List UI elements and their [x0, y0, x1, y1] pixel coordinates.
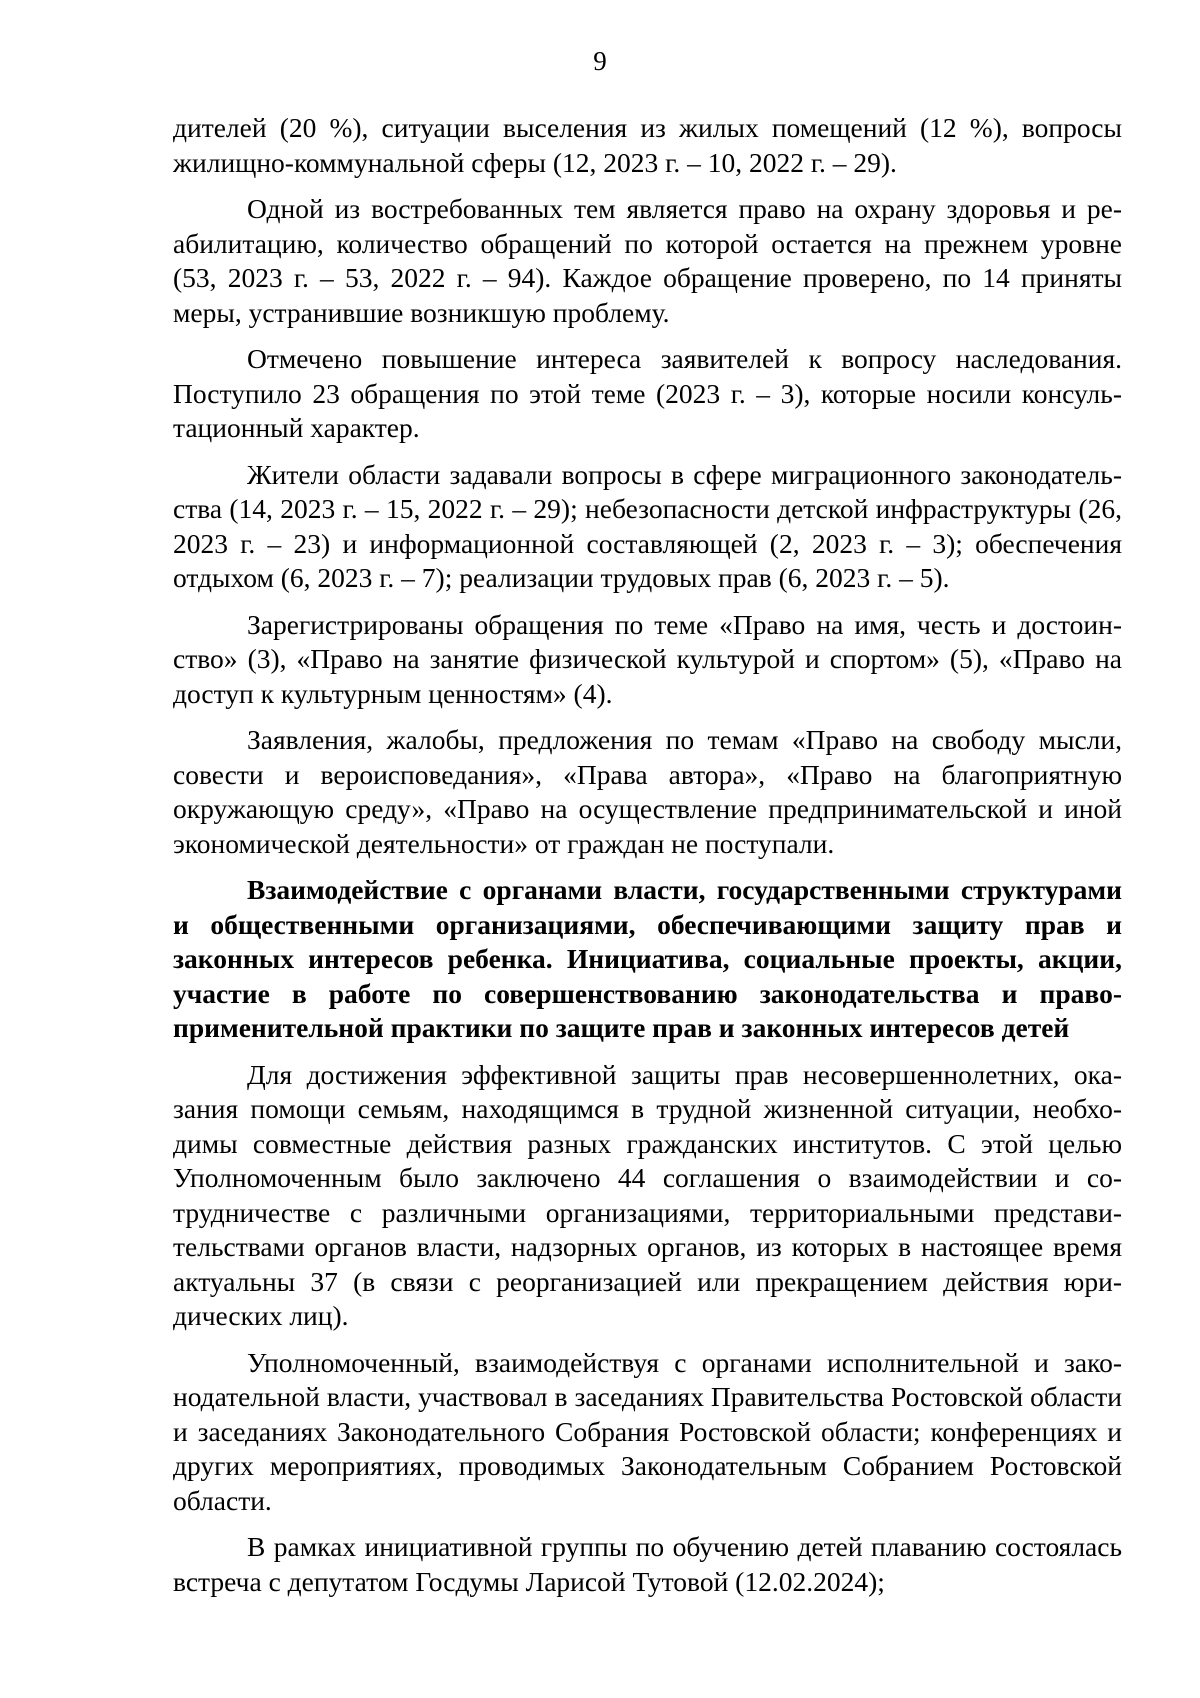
- paragraph-no-appeals: Заявления, жалобы, предложения по темам «Право на свободу мысли, совести и вероисповедания», «Права автора», «Право на благоприятную окружающую среду», «Право на осуществление предпринимательской и иной экономической деятельности» от граждан не поступали.: [173, 724, 1122, 859]
- paragraph-registered-topics: Зарегистрированы обращения по теме «Право на имя, честь и достоинство» (3), «Право на занятие физической культурой и спортом» (5), «Право на доступ к культурным ценностям» (4).: [173, 608, 1122, 709]
- paragraph-agreements: Для достижения эффективной защиты прав несовершеннолетних, оказания помощи семьям, находящимся в трудной жизненной ситуации, необходимы совместные действия разных гражданских институтов. С этой целью Уполномоченным было заключено 44 соглашения о взаимодействии и сотрудничестве с различными организациями, территориальными представительствами органов власти, надзорных органов, из которых в настоящее время актуальны 37 (в связи с реорганизацией или прекращением действия юридических лиц).: [173, 1058, 1122, 1331]
- document-body: [173, 111, 1122, 1611]
- paragraph-swimming-initiative: В рамках инициативной группы по обучению детей плаванию состоялась встреча с депутатом Госдумы Ларисой Тутовой (12.02.2024);: [173, 1531, 1122, 1597]
- page-number: 9: [593, 46, 607, 76]
- paragraph-health-rights: Одной из востребованных тем является право на охрану здоровья и реабилитацию, количество обращений по которой остается на прежнем уровне (53, 2023 г. – 53, 2022 г. – 94). Каждое обращение проверено, по 14 приняты меры, устранившие возникшую проблему.: [173, 193, 1122, 328]
- paragraph-migration-and-other: Жители области задавали вопросы в сфере миграционного законодательства (14, 2023 г. – 15, 2022 г. – 29); небезопасности детской инфраструктуры (26, 2023 г. – 23) и информационной составляющей (2, 2023 г. – 3); обеспечения отдыхом (6, 2023 г. – 7); реализации трудовых прав (6, 2023 г. – 5).: [173, 458, 1122, 593]
- paragraph-inheritance: Отмечено повышение интереса заявителей к вопросу наследования. Поступило 23 обращения по этой теме (2023 г. – 3), которые носили консультационный характер.: [173, 343, 1122, 443]
- paragraph-housing-issues: дителей (20 %), ситуации выселения из жилых помещений (12 %), вопросы жилищно-коммунальной сферы (12, 2023 г. – 10, 2022 г. – 29).: [173, 112, 1122, 178]
- section-heading: Взаимодействие с органами власти, государственными структурами и общественными организациями, обеспечивающими защиту прав и законных интересов ребенка. Инициатива, социальные проекты, акции, участие в работе по совершенствованию законодательства и правоприменительной практики по защите прав и законных интересов детей: [173, 874, 1122, 1043]
- paragraph-government-interaction: Уполномоченный, взаимодействуя с органами исполнительной и законодательной власти, участвовал в заседаниях Правительства Ростовской области и заседаниях Законодательного Собрания Ростовской области; конференциях и других мероприятиях, проводимых Законодательным Собранием Ростовской области.: [173, 1346, 1122, 1516]
